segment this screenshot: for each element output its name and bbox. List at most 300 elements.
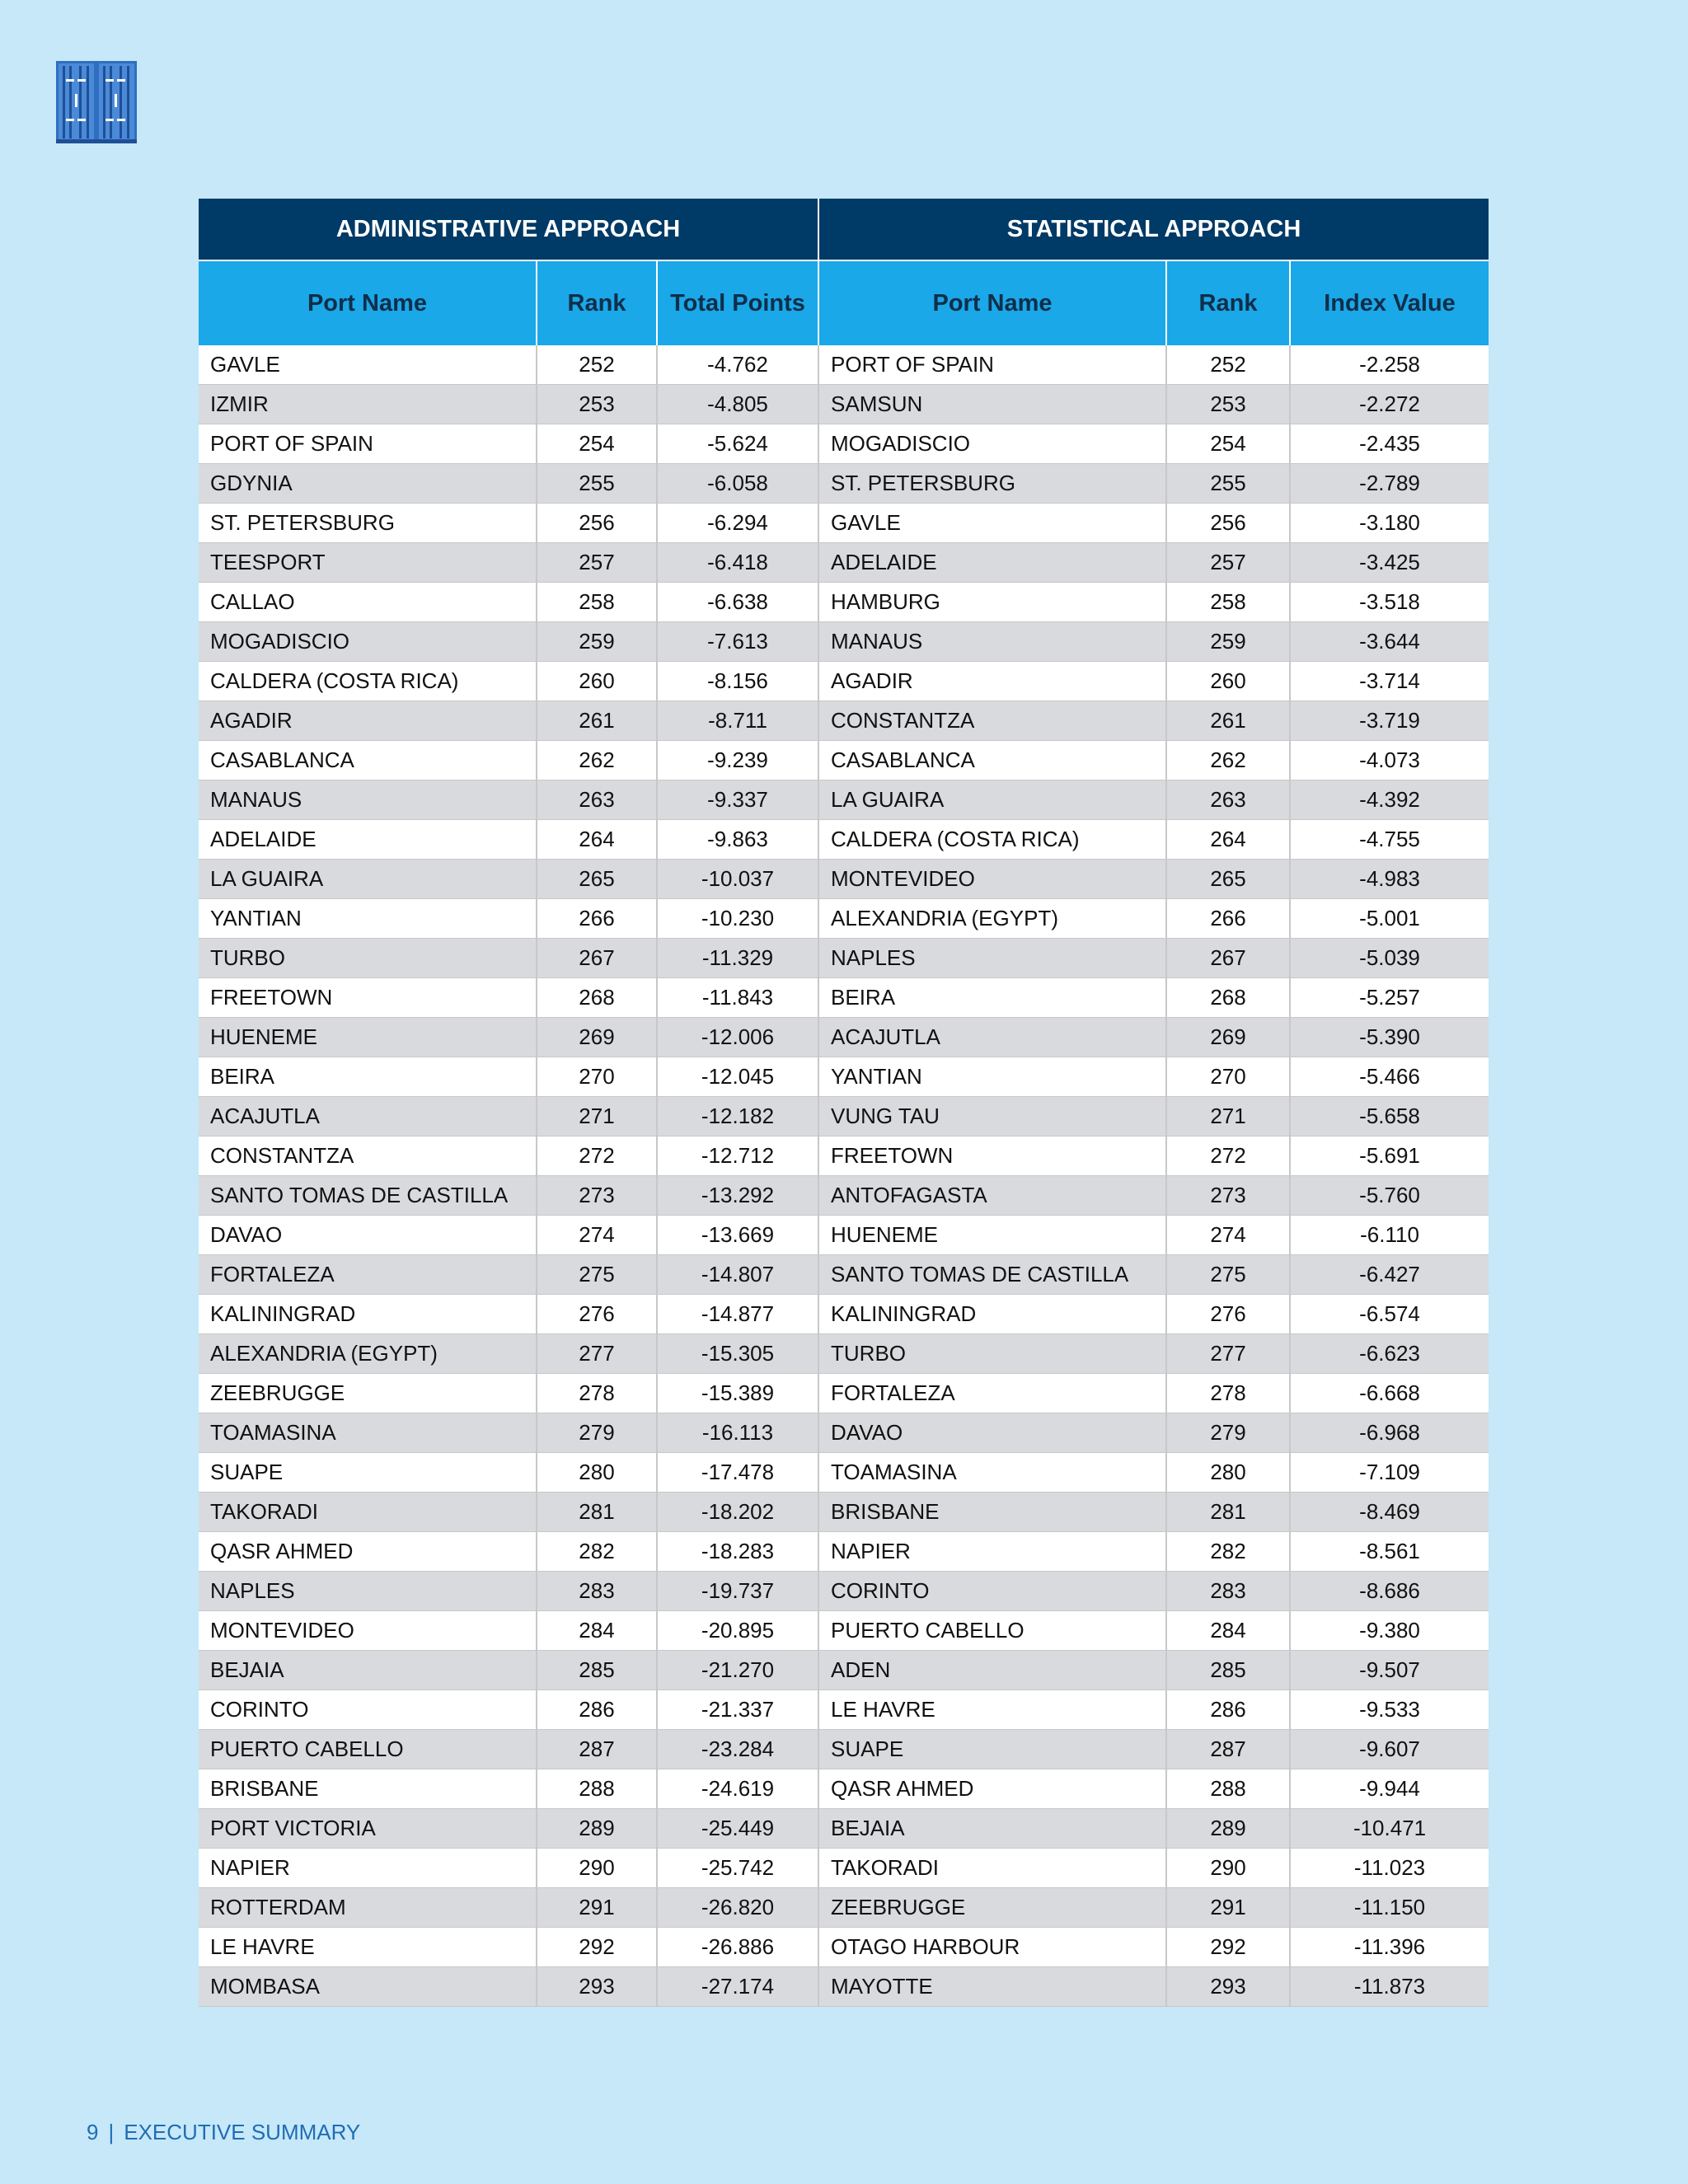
stat-index-value-cell: -3.719 xyxy=(1290,701,1489,741)
admin-total-points-cell: -13.292 xyxy=(657,1176,818,1216)
stat-port-name-cell: SANTO TOMAS DE CASTILLA xyxy=(818,1255,1166,1295)
table-row xyxy=(199,1849,1489,1888)
admin-rank-cell: 255 xyxy=(537,464,657,504)
admin-port-name-cell: SUAPE xyxy=(199,1453,537,1493)
table-row xyxy=(199,1453,1489,1493)
admin-port-name-cell: ROTTERDAM xyxy=(199,1888,537,1928)
stat-port-name-cell: LA GUAIRA xyxy=(818,780,1166,820)
table-row xyxy=(199,1690,1489,1730)
stat-index-value-cell: -4.983 xyxy=(1290,860,1489,899)
stat-rank-cell: 291 xyxy=(1166,1888,1290,1928)
stat-rank-cell: 252 xyxy=(1166,345,1290,385)
admin-total-points-cell: -12.182 xyxy=(657,1097,818,1137)
admin-rank-cell: 289 xyxy=(537,1809,657,1849)
table-row xyxy=(199,780,1489,820)
admin-port-name-cell: ACAJUTLA xyxy=(199,1097,537,1137)
admin-total-points-cell: -14.807 xyxy=(657,1255,818,1295)
stat-index-value-cell: -9.380 xyxy=(1290,1611,1489,1651)
admin-rank-cell: 252 xyxy=(537,345,657,385)
admin-rank-cell: 286 xyxy=(537,1690,657,1730)
page-footer xyxy=(87,2120,360,2145)
admin-total-points-cell: -6.294 xyxy=(657,504,818,543)
admin-port-name-cell: CASABLANCA xyxy=(199,741,537,780)
stat-rank-cell: 278 xyxy=(1166,1374,1290,1413)
table-row xyxy=(199,899,1489,939)
stat-port-name-cell: ACAJUTLA xyxy=(818,1018,1166,1057)
stat-port-name-cell: TOAMASINA xyxy=(818,1453,1166,1493)
table-row xyxy=(199,741,1489,780)
stat-rank-cell: 273 xyxy=(1166,1176,1290,1216)
admin-port-name-cell: BEJAIA xyxy=(199,1651,537,1690)
admin-rank-cell: 268 xyxy=(537,978,657,1018)
admin-total-points-cell: -21.337 xyxy=(657,1690,818,1730)
stat-rank-cell: 280 xyxy=(1166,1453,1290,1493)
admin-rank-cell: 271 xyxy=(537,1097,657,1137)
stat-rank-cell: 285 xyxy=(1166,1651,1290,1690)
admin-port-name-cell: YANTIAN xyxy=(199,899,537,939)
admin-rank-cell: 272 xyxy=(537,1137,657,1176)
admin-total-points-cell: -25.742 xyxy=(657,1849,818,1888)
stat-rank-cell: 283 xyxy=(1166,1572,1290,1611)
admin-port-name-cell: CONSTANTZA xyxy=(199,1137,537,1176)
stat-port-name-cell: NAPIER xyxy=(818,1532,1166,1572)
stat-rank-cell: 274 xyxy=(1166,1216,1290,1255)
admin-total-points-cell: -23.284 xyxy=(657,1730,818,1769)
admin-total-points-cell: -7.613 xyxy=(657,622,818,662)
column-header-index-value: Index Value xyxy=(1290,260,1489,345)
admin-rank-cell: 263 xyxy=(537,780,657,820)
stat-port-name-cell: VUNG TAU xyxy=(818,1097,1166,1137)
admin-total-points-cell: -13.669 xyxy=(657,1216,818,1255)
admin-rank-cell: 293 xyxy=(537,1967,657,2007)
table-row xyxy=(199,1572,1489,1611)
stat-rank-cell: 257 xyxy=(1166,543,1290,583)
stat-index-value-cell: -5.466 xyxy=(1290,1057,1489,1097)
table-row xyxy=(199,1255,1489,1295)
admin-port-name-cell: LE HAVRE xyxy=(199,1928,537,1967)
admin-total-points-cell: -26.886 xyxy=(657,1928,818,1967)
stat-rank-cell: 284 xyxy=(1166,1611,1290,1651)
table-row xyxy=(199,1097,1489,1137)
stat-rank-cell: 272 xyxy=(1166,1137,1290,1176)
admin-port-name-cell: MOMBASA xyxy=(199,1967,537,2007)
stat-index-value-cell: -6.427 xyxy=(1290,1255,1489,1295)
admin-total-points-cell: -24.619 xyxy=(657,1769,818,1809)
stat-index-value-cell: -10.471 xyxy=(1290,1809,1489,1849)
stat-rank-cell: 275 xyxy=(1166,1255,1290,1295)
admin-port-name-cell: ZEEBRUGGE xyxy=(199,1374,537,1413)
admin-total-points-cell: -25.449 xyxy=(657,1809,818,1849)
stat-index-value-cell: -2.258 xyxy=(1290,345,1489,385)
section-title: EXECUTIVE SUMMARY xyxy=(124,2120,361,2144)
stat-port-name-cell: TAKORADI xyxy=(818,1849,1166,1888)
admin-rank-cell: 279 xyxy=(537,1413,657,1453)
stat-index-value-cell: -4.392 xyxy=(1290,780,1489,820)
stat-index-value-cell: -11.023 xyxy=(1290,1849,1489,1888)
table-row xyxy=(199,1532,1489,1572)
admin-rank-cell: 280 xyxy=(537,1453,657,1493)
admin-total-points-cell: -27.174 xyxy=(657,1967,818,2007)
admin-port-name-cell: ADELAIDE xyxy=(199,820,537,860)
admin-port-name-cell: TURBO xyxy=(199,939,537,978)
admin-total-points-cell: -8.156 xyxy=(657,662,818,701)
stat-rank-cell: 268 xyxy=(1166,978,1290,1018)
column-header-rank: Rank xyxy=(1166,260,1290,345)
admin-total-points-cell: -20.895 xyxy=(657,1611,818,1651)
admin-total-points-cell: -21.270 xyxy=(657,1651,818,1690)
stat-index-value-cell: -9.607 xyxy=(1290,1730,1489,1769)
table-row xyxy=(199,820,1489,860)
stat-port-name-cell: CONSTANTZA xyxy=(818,701,1166,741)
admin-rank-cell: 273 xyxy=(537,1176,657,1216)
stat-rank-cell: 260 xyxy=(1166,662,1290,701)
stat-port-name-cell: BEIRA xyxy=(818,978,1166,1018)
admin-rank-cell: 282 xyxy=(537,1532,657,1572)
stat-rank-cell: 255 xyxy=(1166,464,1290,504)
admin-total-points-cell: -18.283 xyxy=(657,1532,818,1572)
stat-index-value-cell: -9.944 xyxy=(1290,1769,1489,1809)
stat-port-name-cell: BRISBANE xyxy=(818,1493,1166,1532)
stat-rank-cell: 265 xyxy=(1166,860,1290,899)
admin-total-points-cell: -15.305 xyxy=(657,1334,818,1374)
stat-port-name-cell: SUAPE xyxy=(818,1730,1166,1769)
stat-index-value-cell: -8.469 xyxy=(1290,1493,1489,1532)
stat-index-value-cell: -4.073 xyxy=(1290,741,1489,780)
stat-rank-cell: 270 xyxy=(1166,1057,1290,1097)
stat-index-value-cell: -5.390 xyxy=(1290,1018,1489,1057)
admin-rank-cell: 277 xyxy=(537,1334,657,1374)
stat-index-value-cell: -6.623 xyxy=(1290,1334,1489,1374)
admin-total-points-cell: -12.045 xyxy=(657,1057,818,1097)
admin-rank-cell: 290 xyxy=(537,1849,657,1888)
table-row xyxy=(199,424,1489,464)
admin-rank-cell: 285 xyxy=(537,1651,657,1690)
stat-rank-cell: 263 xyxy=(1166,780,1290,820)
admin-rank-cell: 254 xyxy=(537,424,657,464)
stat-index-value-cell: -5.691 xyxy=(1290,1137,1489,1176)
stat-port-name-cell: MANAUS xyxy=(818,622,1166,662)
admin-rank-cell: 253 xyxy=(537,385,657,424)
admin-port-name-cell: SANTO TOMAS DE CASTILLA xyxy=(199,1176,537,1216)
stat-rank-cell: 286 xyxy=(1166,1690,1290,1730)
stat-port-name-cell: PORT OF SPAIN xyxy=(818,345,1166,385)
table-row xyxy=(199,543,1489,583)
stat-index-value-cell: -6.110 xyxy=(1290,1216,1489,1255)
stat-index-value-cell: -3.518 xyxy=(1290,583,1489,622)
table-row xyxy=(199,1413,1489,1453)
admin-total-points-cell: -12.712 xyxy=(657,1137,818,1176)
admin-total-points-cell: -9.337 xyxy=(657,780,818,820)
stat-index-value-cell: -5.257 xyxy=(1290,978,1489,1018)
stat-port-name-cell: SAMSUN xyxy=(818,385,1166,424)
stat-index-value-cell: -3.644 xyxy=(1290,622,1489,662)
admin-rank-cell: 258 xyxy=(537,583,657,622)
stat-index-value-cell: -4.755 xyxy=(1290,820,1489,860)
admin-port-name-cell: NAPIER xyxy=(199,1849,537,1888)
table-row xyxy=(199,464,1489,504)
stat-index-value-cell: -11.873 xyxy=(1290,1967,1489,2007)
stat-rank-cell: 269 xyxy=(1166,1018,1290,1057)
stat-rank-cell: 293 xyxy=(1166,1967,1290,2007)
stat-port-name-cell: HAMBURG xyxy=(818,583,1166,622)
table-row xyxy=(199,1057,1489,1097)
admin-rank-cell: 278 xyxy=(537,1374,657,1413)
table-row xyxy=(199,1928,1489,1967)
stat-rank-cell: 281 xyxy=(1166,1493,1290,1532)
stat-port-name-cell: CASABLANCA xyxy=(818,741,1166,780)
stat-port-name-cell: ALEXANDRIA (EGYPT) xyxy=(818,899,1166,939)
admin-total-points-cell: -17.478 xyxy=(657,1453,818,1493)
stat-port-name-cell: QASR AHMED xyxy=(818,1769,1166,1809)
stat-index-value-cell: -5.001 xyxy=(1290,899,1489,939)
stat-index-value-cell: -6.968 xyxy=(1290,1413,1489,1453)
admin-port-name-cell: TEESPORT xyxy=(199,543,537,583)
stat-rank-cell: 264 xyxy=(1166,820,1290,860)
stat-index-value-cell: -11.150 xyxy=(1290,1888,1489,1928)
table-row xyxy=(199,1295,1489,1334)
shipping-container-icon xyxy=(56,61,137,143)
admin-port-name-cell: NAPLES xyxy=(199,1572,537,1611)
admin-port-name-cell: BEIRA xyxy=(199,1057,537,1097)
column-header-port-name: Port Name xyxy=(199,260,537,345)
admin-port-name-cell: ALEXANDRIA (EGYPT) xyxy=(199,1334,537,1374)
admin-total-points-cell: -14.877 xyxy=(657,1295,818,1334)
stat-rank-cell: 276 xyxy=(1166,1295,1290,1334)
admin-rank-cell: 287 xyxy=(537,1730,657,1769)
stat-index-value-cell: -5.658 xyxy=(1290,1097,1489,1137)
stat-rank-cell: 258 xyxy=(1166,583,1290,622)
stat-rank-cell: 267 xyxy=(1166,939,1290,978)
stat-rank-cell: 289 xyxy=(1166,1809,1290,1849)
admin-total-points-cell: -15.389 xyxy=(657,1374,818,1413)
table-row xyxy=(199,1769,1489,1809)
admin-rank-cell: 261 xyxy=(537,701,657,741)
admin-port-name-cell: TAKORADI xyxy=(199,1493,537,1532)
stat-port-name-cell: FREETOWN xyxy=(818,1137,1166,1176)
table-row xyxy=(199,939,1489,978)
admin-port-name-cell: PORT VICTORIA xyxy=(199,1809,537,1849)
stat-port-name-cell: MOGADISCIO xyxy=(818,424,1166,464)
stat-rank-cell: 254 xyxy=(1166,424,1290,464)
admin-port-name-cell: QASR AHMED xyxy=(199,1532,537,1572)
admin-rank-cell: 291 xyxy=(537,1888,657,1928)
stat-port-name-cell: ADELAIDE xyxy=(818,543,1166,583)
stat-rank-cell: 292 xyxy=(1166,1928,1290,1967)
column-header-port-name: Port Name xyxy=(818,260,1166,345)
admin-port-name-cell: GDYNIA xyxy=(199,464,537,504)
stat-rank-cell: 266 xyxy=(1166,899,1290,939)
admin-total-points-cell: -4.805 xyxy=(657,385,818,424)
stat-rank-cell: 262 xyxy=(1166,741,1290,780)
admin-port-name-cell: DAVAO xyxy=(199,1216,537,1255)
table-row xyxy=(199,662,1489,701)
stat-rank-cell: 277 xyxy=(1166,1334,1290,1374)
group-header-statistical: STATISTICAL APPROACH xyxy=(818,199,1489,260)
stat-port-name-cell: MONTEVIDEO xyxy=(818,860,1166,899)
stat-port-name-cell: OTAGO HARBOUR xyxy=(818,1928,1166,1967)
admin-port-name-cell: AGADIR xyxy=(199,701,537,741)
column-header-total-points: Total Points xyxy=(657,260,818,345)
admin-port-name-cell: HUENEME xyxy=(199,1018,537,1057)
stat-index-value-cell: -11.396 xyxy=(1290,1928,1489,1967)
admin-total-points-cell: -6.638 xyxy=(657,583,818,622)
stat-port-name-cell: ADEN xyxy=(818,1651,1166,1690)
group-header-administrative: ADMINISTRATIVE APPROACH xyxy=(199,199,818,260)
admin-rank-cell: 288 xyxy=(537,1769,657,1809)
page-number: 9 xyxy=(87,2120,99,2144)
admin-total-points-cell: -9.239 xyxy=(657,741,818,780)
admin-port-name-cell: PUERTO CABELLO xyxy=(199,1730,537,1769)
admin-total-points-cell: -11.329 xyxy=(657,939,818,978)
table-row xyxy=(199,1888,1489,1928)
stat-port-name-cell: AGADIR xyxy=(818,662,1166,701)
stat-port-name-cell: ZEEBRUGGE xyxy=(818,1888,1166,1928)
table-row xyxy=(199,385,1489,424)
admin-port-name-cell: FREETOWN xyxy=(199,978,537,1018)
admin-port-name-cell: CORINTO xyxy=(199,1690,537,1730)
table-row xyxy=(199,622,1489,662)
admin-rank-cell: 267 xyxy=(537,939,657,978)
stat-port-name-cell: TURBO xyxy=(818,1334,1166,1374)
table-row xyxy=(199,1809,1489,1849)
admin-port-name-cell: FORTALEZA xyxy=(199,1255,537,1295)
stat-rank-cell: 261 xyxy=(1166,701,1290,741)
admin-rank-cell: 292 xyxy=(537,1928,657,1967)
stat-index-value-cell: -3.714 xyxy=(1290,662,1489,701)
admin-rank-cell: 256 xyxy=(537,504,657,543)
admin-total-points-cell: -19.737 xyxy=(657,1572,818,1611)
admin-total-points-cell: -26.820 xyxy=(657,1888,818,1928)
admin-total-points-cell: -10.037 xyxy=(657,860,818,899)
table-row xyxy=(199,1176,1489,1216)
port-ranking-table xyxy=(199,199,1489,2007)
stat-index-value-cell: -2.435 xyxy=(1290,424,1489,464)
stat-port-name-cell: MAYOTTE xyxy=(818,1967,1166,2007)
stat-index-value-cell: -5.039 xyxy=(1290,939,1489,978)
admin-port-name-cell: PORT OF SPAIN xyxy=(199,424,537,464)
stat-port-name-cell: HUENEME xyxy=(818,1216,1166,1255)
admin-port-name-cell: IZMIR xyxy=(199,385,537,424)
admin-rank-cell: 260 xyxy=(537,662,657,701)
admin-port-name-cell: MONTEVIDEO xyxy=(199,1611,537,1651)
admin-rank-cell: 276 xyxy=(537,1295,657,1334)
admin-rank-cell: 269 xyxy=(537,1018,657,1057)
stat-port-name-cell: ANTOFAGASTA xyxy=(818,1176,1166,1216)
stat-rank-cell: 271 xyxy=(1166,1097,1290,1137)
table-row xyxy=(199,978,1489,1018)
admin-rank-cell: 270 xyxy=(537,1057,657,1097)
admin-rank-cell: 265 xyxy=(537,860,657,899)
stat-port-name-cell: NAPLES xyxy=(818,939,1166,978)
stat-port-name-cell: DAVAO xyxy=(818,1413,1166,1453)
admin-total-points-cell: -6.418 xyxy=(657,543,818,583)
stat-index-value-cell: -9.533 xyxy=(1290,1690,1489,1730)
admin-port-name-cell: BRISBANE xyxy=(199,1769,537,1809)
stat-port-name-cell: LE HAVRE xyxy=(818,1690,1166,1730)
admin-rank-cell: 274 xyxy=(537,1216,657,1255)
stat-index-value-cell: -2.272 xyxy=(1290,385,1489,424)
admin-port-name-cell: CALLAO xyxy=(199,583,537,622)
stat-index-value-cell: -7.109 xyxy=(1290,1453,1489,1493)
admin-rank-cell: 281 xyxy=(537,1493,657,1532)
admin-total-points-cell: -4.762 xyxy=(657,345,818,385)
column-header-rank: Rank xyxy=(537,260,657,345)
admin-rank-cell: 266 xyxy=(537,899,657,939)
stat-index-value-cell: -3.180 xyxy=(1290,504,1489,543)
stat-index-value-cell: -9.507 xyxy=(1290,1651,1489,1690)
stat-port-name-cell: CALDERA (COSTA RICA) xyxy=(818,820,1166,860)
stat-rank-cell: 259 xyxy=(1166,622,1290,662)
table-row xyxy=(199,1137,1489,1176)
table-row xyxy=(199,860,1489,899)
stat-index-value-cell: -5.760 xyxy=(1290,1176,1489,1216)
admin-total-points-cell: -9.863 xyxy=(657,820,818,860)
stat-rank-cell: 282 xyxy=(1166,1532,1290,1572)
stat-rank-cell: 256 xyxy=(1166,504,1290,543)
stat-rank-cell: 290 xyxy=(1166,1849,1290,1888)
stat-rank-cell: 253 xyxy=(1166,385,1290,424)
table-row xyxy=(199,1651,1489,1690)
table-row xyxy=(199,701,1489,741)
admin-total-points-cell: -8.711 xyxy=(657,701,818,741)
table-row xyxy=(199,1730,1489,1769)
table-row xyxy=(199,345,1489,385)
table-row xyxy=(199,1334,1489,1374)
admin-port-name-cell: GAVLE xyxy=(199,345,537,385)
table-row xyxy=(199,1611,1489,1651)
admin-port-name-cell: ST. PETERSBURG xyxy=(199,504,537,543)
admin-rank-cell: 283 xyxy=(537,1572,657,1611)
table-row xyxy=(199,1018,1489,1057)
stat-port-name-cell: YANTIAN xyxy=(818,1057,1166,1097)
stat-port-name-cell: KALININGRAD xyxy=(818,1295,1166,1334)
admin-total-points-cell: -6.058 xyxy=(657,464,818,504)
admin-total-points-cell: -11.843 xyxy=(657,978,818,1018)
stat-port-name-cell: GAVLE xyxy=(818,504,1166,543)
stat-port-name-cell: CORINTO xyxy=(818,1572,1166,1611)
admin-total-points-cell: -10.230 xyxy=(657,899,818,939)
admin-port-name-cell: TOAMASINA xyxy=(199,1413,537,1453)
admin-rank-cell: 257 xyxy=(537,543,657,583)
admin-port-name-cell: LA GUAIRA xyxy=(199,860,537,899)
stat-index-value-cell: -2.789 xyxy=(1290,464,1489,504)
stat-index-value-cell: -8.561 xyxy=(1290,1532,1489,1572)
admin-port-name-cell: CALDERA (COSTA RICA) xyxy=(199,662,537,701)
stat-index-value-cell: -6.574 xyxy=(1290,1295,1489,1334)
table-body xyxy=(199,345,1489,2007)
stat-index-value-cell: -3.425 xyxy=(1290,543,1489,583)
admin-total-points-cell: -16.113 xyxy=(657,1413,818,1453)
stat-index-value-cell: -6.668 xyxy=(1290,1374,1489,1413)
admin-rank-cell: 259 xyxy=(537,622,657,662)
table-row xyxy=(199,1374,1489,1413)
admin-total-points-cell: -5.624 xyxy=(657,424,818,464)
admin-rank-cell: 275 xyxy=(537,1255,657,1295)
stat-rank-cell: 288 xyxy=(1166,1769,1290,1809)
stat-port-name-cell: BEJAIA xyxy=(818,1809,1166,1849)
stat-port-name-cell: FORTALEZA xyxy=(818,1374,1166,1413)
table-row xyxy=(199,1967,1489,2007)
stat-index-value-cell: -8.686 xyxy=(1290,1572,1489,1611)
admin-total-points-cell: -12.006 xyxy=(657,1018,818,1057)
admin-port-name-cell: MANAUS xyxy=(199,780,537,820)
table-row xyxy=(199,1493,1489,1532)
admin-rank-cell: 262 xyxy=(537,741,657,780)
table-row xyxy=(199,1216,1489,1255)
table-row xyxy=(199,583,1489,622)
table-row xyxy=(199,504,1489,543)
admin-total-points-cell: -18.202 xyxy=(657,1493,818,1532)
